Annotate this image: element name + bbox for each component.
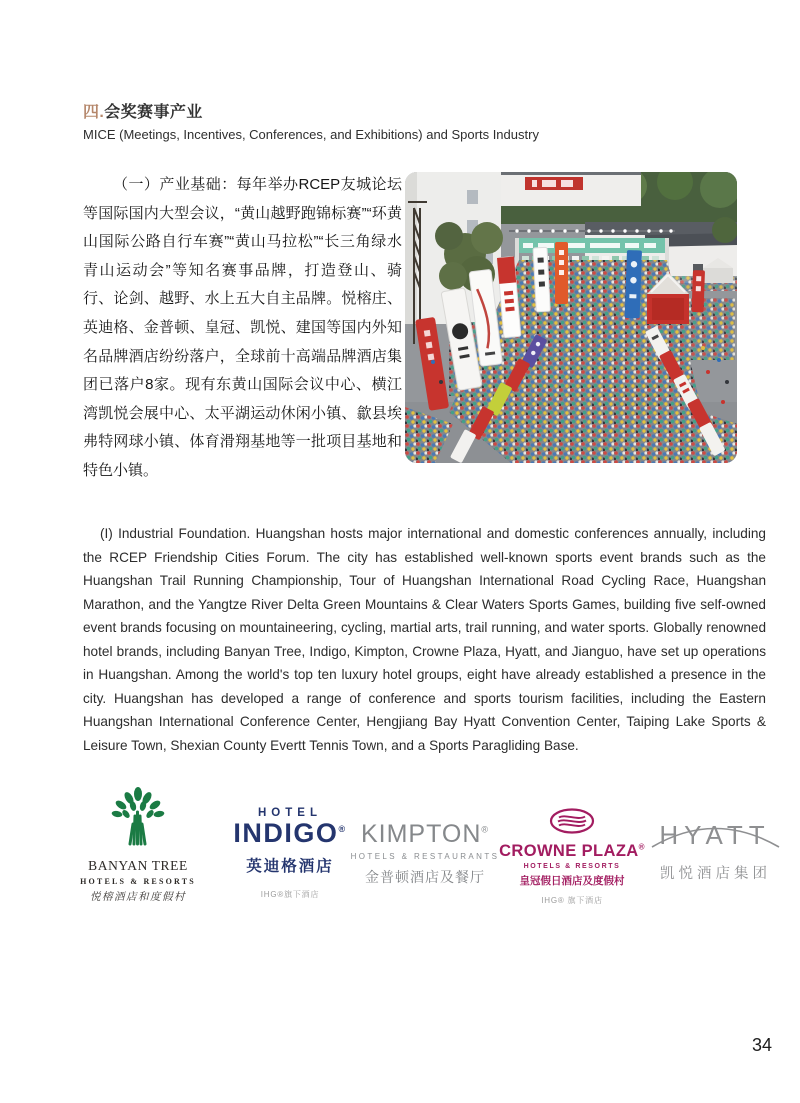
logo-hyatt [648,816,783,883]
banyan-tree-name-zh: 悦榕酒店和度假村 [90,892,186,903]
indigo-ihg-line: IHG®旗下酒店 [260,890,320,899]
paragraph-zh: （一）产业基础：每年举办RCEP友城论坛等国际国内大型会议，“黄山越野跑锦标赛”“环黄山国际公路自行车赛”“黄山马拉松”“长三角绿水青山运动会”等知名赛事品牌，打造登山、骑行、论剑、越野、水上五大自主品牌。悦榕庄、英迪格、金普顿、皇冠、凯悦、建国等国内外知名品牌酒店纷纷落户，全球前十高端品牌酒店集团已落户8家。现有东黄山国际会议中心、横江湾凯悦会展中心、太平湖运动休闲小镇、歙县埃弗特网球小镇、体育滑翔基地等一批项目基地和特色小镇。 [83,176,402,479]
banyan-tree-name: BANYAN TREE [88,858,188,873]
paragraph-en: (I) Industrial Foundation. Huangshan hosts major international and domestic conferences annually, including the RCEP Friendship Cities Forum. The city has established well-known sports event brands such as the Huangshan Trail Running Championship, Tour of Huangshan International Road Cycling Race, Huangshan Marathon, and the Yangtze River Delta Green Mountains & Clear Waters Sports Games, building five self-owned event brands focusing on mountaineering, cycling, martial arts, trail running, and water sports. Globally renowned hotel brands, including Banyan Tree, Indigo, Kimpton, Crowne Plaza, Hyatt, and Jianguo, have set up operations in Huangshan. Among the world's top ten luxury hotel groups, eight have already established a presence in the city. Huangshan has developed a range of conference and sports tourism facilities, including the Eastern Huangshan International Conference Center, Hengjiang Bay Hyatt Convention Center, Taiping Lake Sports & Leisure Town, Shexian County Evertt Tennis Town, and a Sports Paragliding Base. [83,526,766,753]
hyatt-arc-icon [648,816,783,852]
kimpton-name-zh: 金普顿酒店及餐厅 [365,869,485,885]
kimpton-wordmark: KIMPTON® [360,820,490,848]
banyan-tree-tagline: HOTELS & RESORTS [80,877,196,886]
hotel-logos-row [0,786,800,926]
indigo-wordmark: INDIGO® [233,818,347,848]
section-heading [83,99,203,122]
page-number: 34 [751,1035,772,1055]
event-photo [405,172,737,463]
section-title-zh: 会奖赛事产业 [104,104,203,121]
svg-text:HYATT: HYATT [659,820,771,850]
hyatt-name-zh: 凯悦酒店集团 [660,866,771,882]
indigo-registered-mark: ® [338,824,347,834]
logo-kimpton [350,822,500,887]
section-numeral: 四. [83,104,105,121]
section-subtitle-en: MICE (Meetings, Incentives, Conferences, and Exhibitions) and Sports Industry [83,127,539,142]
kimpton-tagline: HOTELS & RESTAURANTS [350,852,500,861]
crowne-plaza-tagline: HOTELS & RESORTS [523,862,621,870]
crowne-plaza-icon [548,807,596,835]
crowne-plaza-registered-mark: ® [638,842,645,852]
banyan-tree-icon [107,786,169,848]
logo-banyan-tree [63,786,213,904]
logo-crowne-plaza [497,807,647,906]
crowne-plaza-ihg-line: IHG® 旗下酒店 [541,895,603,905]
indigo-name-zh: 英迪格酒店 [246,858,334,875]
marathon-start-illustration [405,172,737,463]
logo-hotel-indigo [215,807,365,900]
crowne-plaza-wordmark: CROWNE PLAZA® [499,842,645,860]
kimpton-registered-mark: ® [481,824,490,835]
indigo-word-hotel: HOTEL [258,807,322,819]
crowne-plaza-name-zh: 皇冠假日酒店及度假村 [519,874,625,887]
